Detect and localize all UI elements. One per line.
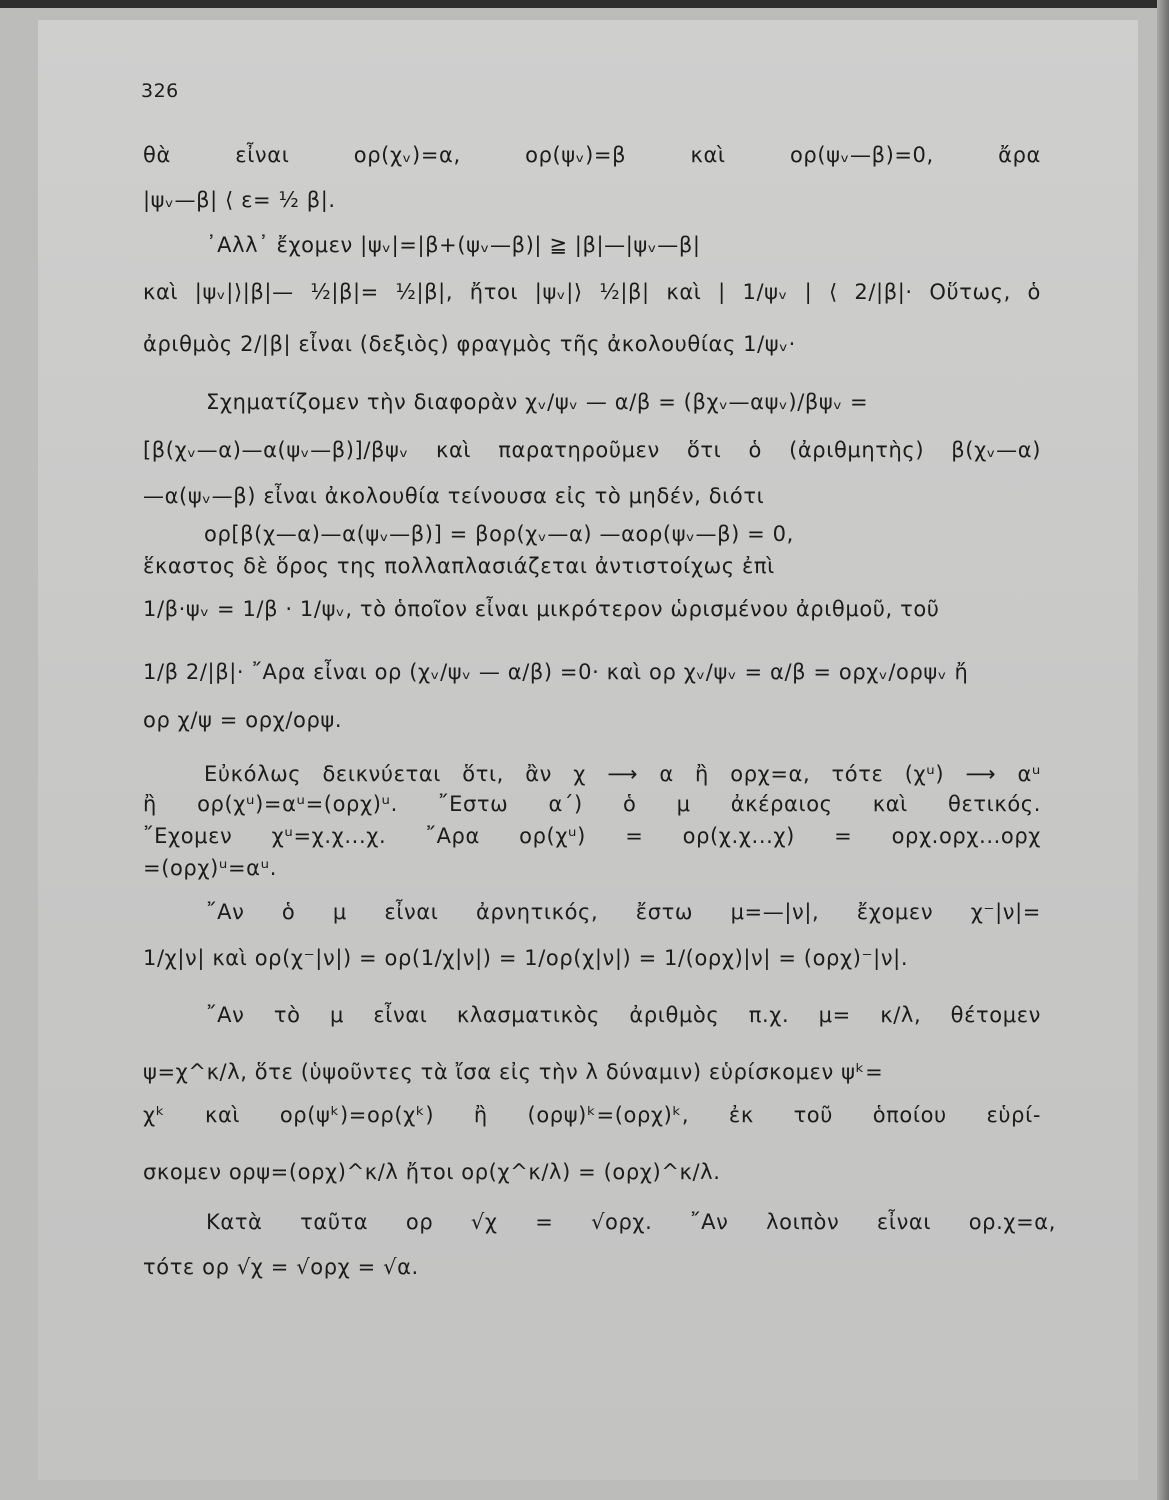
scan-top-border <box>0 0 1169 8</box>
text-line-5: ἀριθμὸς 2/|β| εἶναι (δεξιὸς) φραγμὸς τῆς ἀκολουθίας 1/ψᵥ· <box>143 332 796 356</box>
text-line-16: ῎Εχομεν χᵘ=χ.χ...χ. ῎Αρα ορ(χᵘ) = ορ(χ.χ...χ) = ορχ.ορχ...ορχ <box>143 824 1041 848</box>
text-line-20: ῎Αν τὸ μ εἶναι κλασματικὸς ἀριθμὸς π.χ. μ= κ/λ, θέτομεν <box>206 1003 1041 1027</box>
text-line-6: Σχηματίζομεν τὴν διαφορὰν χᵥ/ψᵥ — α/β = (βχᵥ—αψᵥ)/βψᵥ = <box>206 390 869 414</box>
text-line-11: 1/β·ψᵥ = 1/β · 1/ψᵥ, τὸ ὁποῖον εἶναι μικρότερον ὡρισμένου ἀριθμοῦ, τοῦ <box>143 597 940 621</box>
text-line-21: ψ=χ^κ/λ, ὅτε (ὑψοῦντες τὰ ἴσα εἰς τὴν λ δύναμιν) εὑρίσκομεν ψᵏ= <box>143 1060 884 1084</box>
text-line-14: Εὐκόλως δεικνύεται ὅτι, ἂν χ ⟶ α ἢ ορχ=α, τότε (χᵘ) ⟶ αᵘ <box>204 762 1041 786</box>
text-line-12: 1/β 2/|β|· ῎Αρα εἶναι ορ (χᵥ/ψᵥ — α/β) =0· καὶ ορ χᵥ/ψᵥ = α/β = ορχᵥ/ορψᵥ ἤ <box>143 660 969 684</box>
text-line-15: ἢ ορ(χᵘ)=αᵘ=(ορχ)ᵘ. ῎Εστω α΄) ὁ μ ἀκέραιος καὶ θετικός. <box>143 792 1041 816</box>
text-line-17: =(ορχ)ᵘ=αᵘ. <box>143 856 278 880</box>
text-line-22: χᵏ καὶ ορ(ψᵏ)=ορ(χᵏ) ἢ (ορψ)ᵏ=(ορχ)ᵏ, ἐκ τοῦ ὁποίου εὑρί- <box>143 1103 1041 1127</box>
scan-right-border <box>1157 0 1169 1500</box>
text-line-2: |ψᵥ—β| ⟨ ε= ½ β|. <box>143 188 336 212</box>
text-line-25: τότε ορ √χ = √ορχ = √α. <box>143 1255 419 1279</box>
text-line-4: καὶ |ψᵥ|⟩|β|— ½|β|= ½|β|, ἤτοι |ψᵥ|⟩ ½|β| καὶ | 1/ψᵥ | ⟨ 2/|β|· Οὕτως, ὁ <box>143 280 1041 304</box>
text-line-3: ᾿Αλλ᾿ ἔχομεν |ψᵥ|=|β+(ψᵥ—β)| ≧ |β|—|ψᵥ—β| <box>206 233 701 257</box>
text-line-8: —α(ψᵥ—β) εἶναι ἀκολουθία τείνουσα εἰς τὸ μηδέν, διότι <box>143 484 765 508</box>
text-line-13: ορ χ/ψ = ορχ/ορψ. <box>143 708 343 732</box>
text-line-9: ορ[β(χ—α)—α(ψᵥ—β)] = βορ(χᵥ—α) —αορ(ψᵥ—β) = 0, <box>204 522 794 546</box>
text-line-1: θὰ εἶναι ορ(χᵥ)=α, ορ(ψᵥ)=β καὶ ορ(ψᵥ—β)=0, ἄρα <box>143 143 1041 167</box>
text-line-19: 1/χ|ν| καὶ ορ(χ⁻|ν|) = ορ(1/χ|ν|) = 1/ορ(χ|ν|) = 1/(ορχ)|ν| = (ορχ)⁻|ν|. <box>143 946 909 970</box>
text-line-18: ῎Αν ὁ μ εἶναι ἀρνητικός, ἔστω μ=—|ν|, ἔχομεν χ⁻|ν|= <box>206 900 1041 924</box>
text-line-24: Κατὰ ταῦτα ορ √χ = √ορχ. ῎Αν λοιπὸν εἶναι ορ.χ=α, <box>206 1210 1056 1234</box>
text-line-23: σκομεν ορψ=(ορχ)^κ/λ ἤτοι ορ(χ^κ/λ) = (ορχ)^κ/λ. <box>143 1160 721 1184</box>
text-line-10: ἕκαστος δὲ ὅρος της πολλαπλασιάζεται ἀντιστοίχως ἐπὶ <box>143 554 775 578</box>
text-line-7: [β(χᵥ—α)—α(ψᵥ—β)]/βψᵥ καὶ παρατηροῦμεν ὅτι ὁ (ἀριθμητὴς) β(χᵥ—α) <box>143 438 1041 462</box>
page-number: 326 <box>141 80 179 102</box>
